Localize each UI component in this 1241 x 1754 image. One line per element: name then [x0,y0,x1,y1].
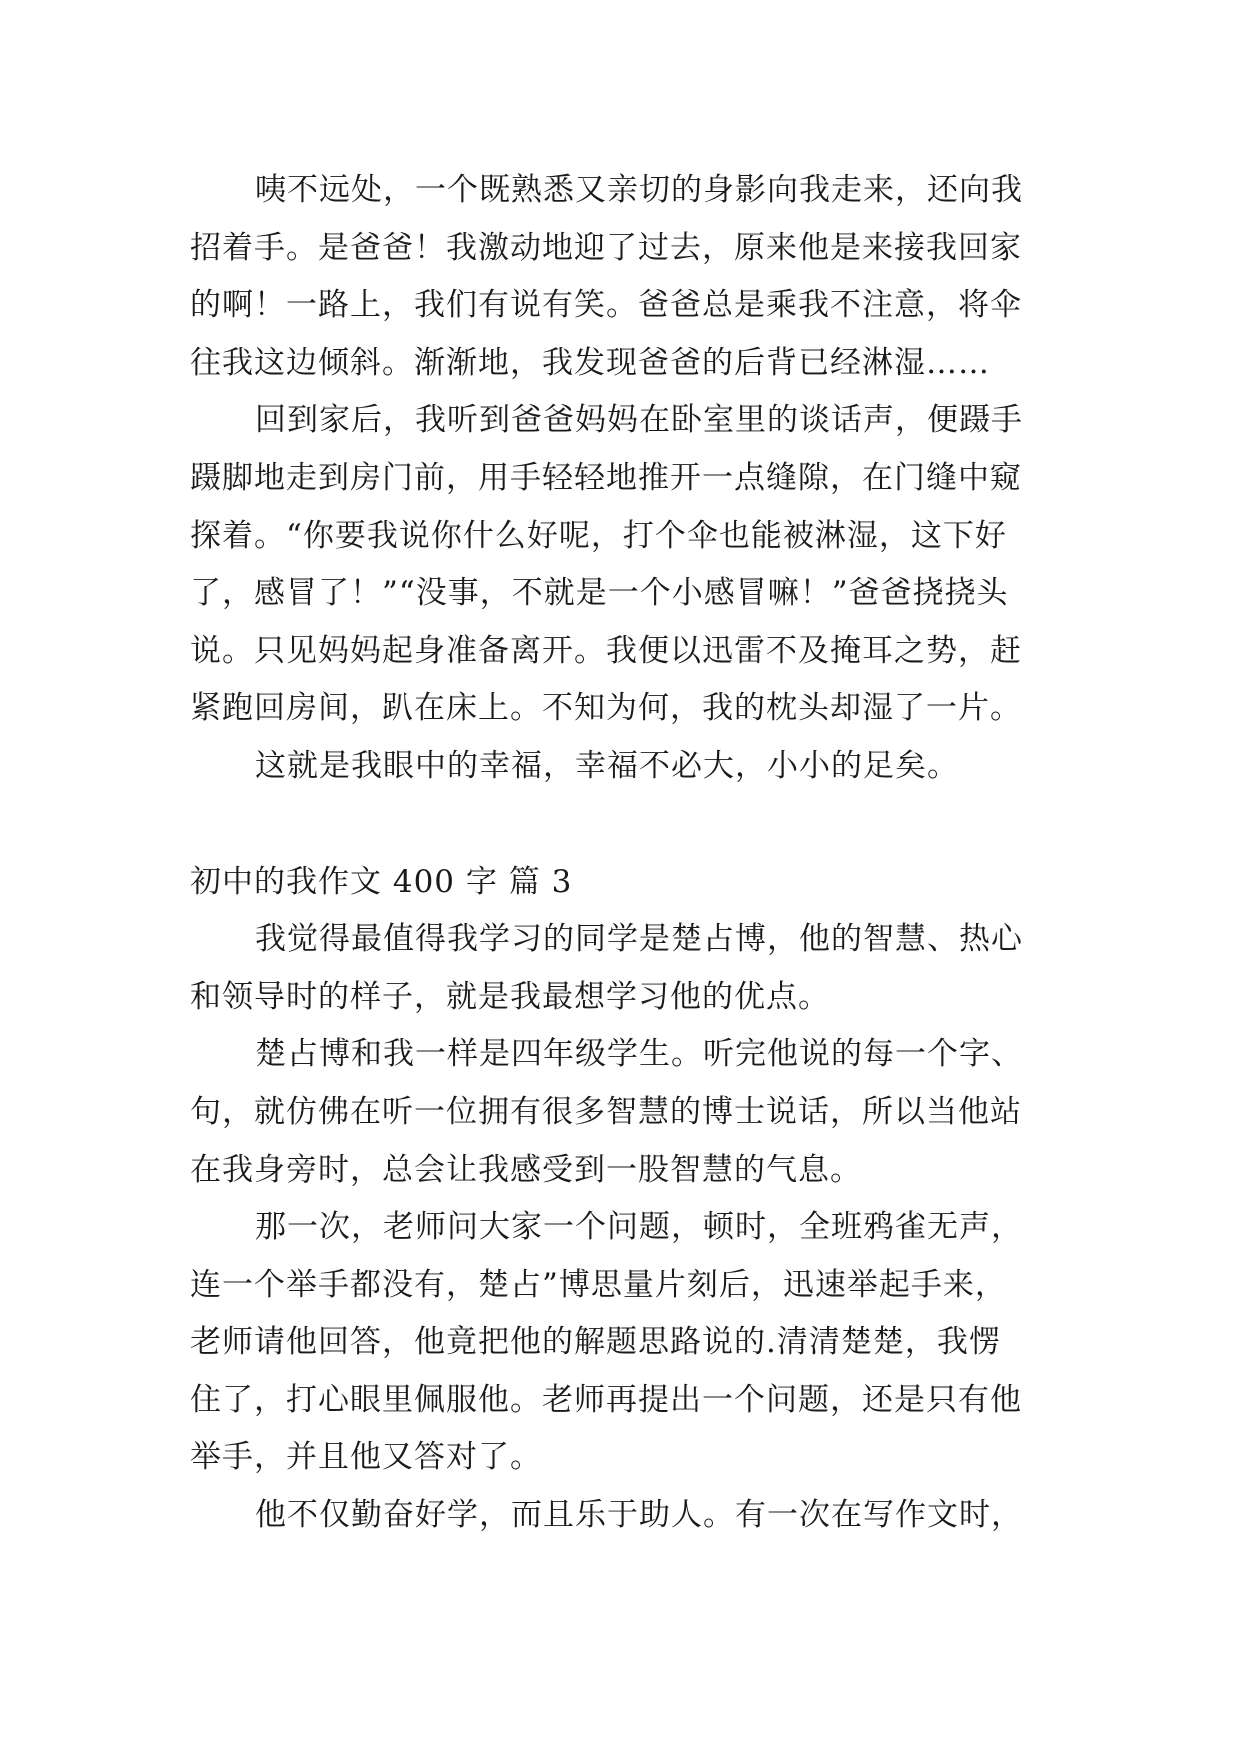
text-line: 句，就仿佛在听一位拥有很多智慧的博士说话，所以当他站 [190,1093,1022,1130]
text-line: 他不仅勤奋好学，而且乐于助人。有一次在写作文时， [255,1497,1023,1534]
text-line: 这就是我眼中的幸福，幸福不必大，小小的足矣。 [255,747,959,784]
text-line: 紧跑回房间，趴在床上。不知为何，我的枕头却湿了一片。 [190,690,1022,727]
text-line: 老师请他回答，他竟把他的解题思路说的.清清楚楚，我愣 [190,1324,1001,1361]
text-line: 住了，打心眼里佩服他。老师再提出一个问题，还是只有他 [190,1381,1022,1418]
paragraph [190,1026,1070,1199]
text-line: 楚占博和我一样是四年级学生。听完他说的每一个字、 [255,1036,1023,1073]
section-heading: 初中的我作文 400 字 篇 3 [190,863,573,900]
paragraph [190,392,1070,738]
paragraph [190,1487,1070,1545]
section-spacer [190,796,1070,854]
text-line: 探着。“你要我说你什么好呢，打个伞也能被淋湿，这下好 [190,517,1007,554]
paragraph [190,911,1070,1026]
text-line: 往我这边倾斜。渐渐地，我发现爸爸的后背已经淋湿…… [190,344,990,381]
text-line: 的啊！一路上，我们有说有笑。爸爸总是乘我不注意，将伞 [190,287,1022,324]
text-line: 招着手。是爸爸！我激动地迎了过去，原来他是来接我回家 [190,229,1022,266]
text-line: 蹑脚地走到房门前，用手轻轻地推开一点缝隙，在门缝中窥 [190,459,1022,496]
text-line: 回到家后，我听到爸爸妈妈在卧室里的谈话声，便蹑手 [255,402,1023,439]
text-line: 咦不远处，一个既熟悉又亲切的身影向我走来，还向我 [255,172,1023,208]
text-line: 连一个举手都没有，楚占”博思量片刻后，迅速举起手来， [190,1266,1007,1303]
text-line: 和领导时的样子，就是我最想学习他的优点。 [190,978,830,1015]
paragraph [190,1199,1070,1487]
document-body [190,162,1070,1545]
text-line: 我觉得最值得我学习的同学是楚占博，他的智慧、热心 [255,921,1023,958]
text-line: 在我身旁时，总会让我感受到一股智慧的气息。 [190,1151,862,1188]
text-line: 那一次，老师问大家一个问题，顿时，全班鸦雀无声， [255,1209,1023,1246]
paragraph [190,162,1070,392]
text-line: 举手，并且他又答对了。 [190,1439,542,1476]
text-line: 说。只见妈妈起身准备离开。我便以迅雷不及掩耳之势，赶 [190,632,1022,669]
text-line: 了，感冒了！”“没事，不就是一个小感冒嘛！”爸爸挠挠头 [190,575,1009,612]
paragraph [190,738,1070,796]
